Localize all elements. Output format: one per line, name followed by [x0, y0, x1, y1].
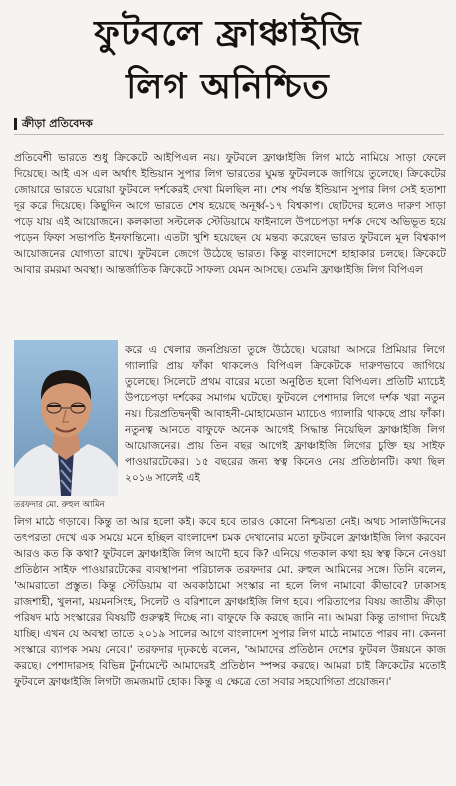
byline-row: [14, 116, 444, 132]
headline-line-2: লিগ অনিশ্চিত: [126, 67, 330, 107]
byline-marker: [14, 118, 17, 130]
portrait-photo: [14, 340, 118, 496]
article-paragraph-3: লিগ মাঠে গড়াবে। কিন্তু তা আর হলো কই। কবে হবে তারও কোনো নিশ্চয়তা নেই। অথচ সালাউদ্দিনের তৎপরতা দেখে এক সময়ে মনে হচ্ছিল বাংলাদেশ চমক দেখানোর মতো ফুটবলে ফ্রাঞ্চাইজি লিগ করবেন আরও কত কি কথা? ফুটবলে ফ্রাঞ্চাইজি লিগ আদৌ হবে কি? এনিয়ে গতকাল কথা হয় স্বত্ব কিনে নেওয়া প্রতিষ্ঠান সাইফ পাওয়ারটেকের ব্যবস্থাপনা পরিচালক তরফদার মো. রুহুল আমিনের সঙ্গে। তিনি বলেন, 'আমরাতো প্রস্তুত। কিন্তু স্টেডিয়াম বা অবকাঠামো সংস্কার না হলে লিগ নামাবো কীভাবে? ঢাকাসহ রাজশাহী, খুলনা, ময়মনসিংহ, সিলেট ও বরিশালে ফ্রাঞ্চাইজি লিগ হবে। পরিতাপের বিষয় জাতীয় ক্রীড়া পরিষদ মাঠ সংস্কারের বিষয়টি গুরুত্বই দিচ্ছে না। বাফুফে কি করছে জানি না। আমরা কিন্তু তাগাদা দিয়েই যাচ্ছি। এখন যে অবস্থা তাতে ২০১৯ সালের আগে বাংলাদেশ সুপার লিগ মাঠে নামাতে পারব না। কেননা সংস্কারে ব্যাপক সময় নেবে।' তরফদার দৃঢ়কণ্ঠে বলেন, 'আমাদের প্রতিষ্ঠান দেশের ফুটবল উন্নয়নে কাজ করছে। পেশাদারসহ বিভিন্ন টুর্নামেন্টে আমাদেরই প্রতিষ্ঠান স্পন্সর করছে। আমরা চাই ক্রিকেটের মতোই ফুটবলে ফ্রাঞ্চাইজি লিগটা জমজমাট হোক। কিন্তু এ ক্ষেত্রে তো সবার সহযোগিতা প্রয়োজন।': [14, 516, 446, 688]
article-paragraph-1: প্রতিবেশী ভারতে শুধু ক্রিকেটে আইপিএল নয়। ফুটবলে ফ্রাঞ্চাইজি লিগ মাঠে নামিয়ে সাড়া ফেলে দিয়েছে। আই এস এল অর্থাৎ ইন্ডিয়ান সুপার লিগ ভারতের ঘুমন্ত ফুটবলকে জাগিয়ে তুলেছে। ক্রিকেটের জোয়ারে ভারতে ঘরোয়া ফুটবলে দর্শকেরই দেখা মিলছিল না। শেষ পর্যন্ত ইন্ডিয়ান সুপার লিগ সেই হতাশা দূর করে দিয়েছে। কিছুদিন আগে ভারতে শেষ হয়েছে অনূর্ধ্ব-১৭ বিশ্বকাপ। ছোটদের হলেও দারুণ সাড়া পড়ে যায় এই আয়োজনে। কলকাতা সল্টলেক স্টেডিয়ামে ফাইনালে উপচেপড়া দর্শক দেখে অভিভূত হয়ে পড়েন ফিফা সভাপতি ইনফান্তিনো। এতটা খুশি হয়েছেন যে মন্তব্য করেছেন ভারত ফুটবলে মূল বিশ্বকাপ আয়োজনের যোগ্যতা রাখে। ফুটবলে জেগে উঠেছে ভারত। কিন্তু বাংলাদেশে হাহাকার চলছে। ক্রিকেটে আবার রমরমা অবস্থা। আন্তর্জাতিক ক্রিকেটে সাফল্য যেমন আসছে। তেমনি ফ্রাঞ্চাইজি লিগ বিপিএল: [14, 152, 446, 276]
photo-caption: তরফদার মো. রুহুল আমিন: [14, 500, 105, 510]
article-paragraph-2: করে এ খেলার জনপ্রিয়তা তুঙ্গে উঠেছে। ঘরোয়া আসরে প্রিমিয়ার লিগে গ্যালারি প্রায় ফাঁকা থাকলেও বিপিএল ক্রিকেটকে দারুণভাবে জাগিয়ে তুলেছে। সিলেটে প্রথম বারের মতো অনুষ্ঠিত হলো বিপিএল। প্রতিটি ম্যাচেই উপচেপড়া দর্শকের সমাগম ঘটেছে। ফুটবলে পেশাদার লিগে দর্শক খরা নতুন নয়। চিরপ্রতিদ্বন্দ্বী আবাহনী-মোহামেডান ম্যাচেও গ্যালারি থাকছে প্রায় ফাঁকা। নতুনত্ব আনতে বাফুফে অনেক আগেই সিদ্ধান্ত নিয়েছিল ফ্রাঞ্চাইজি লিগ আয়োজনের। প্রায় তিন বছর আগেই ফ্রাঞ্চাইজি লিগের চুক্তি হয় সাইফ পাওয়ারটেকের। ১৫ বছরের জন্য স্বত্ব কিনেও নেয় প্রতিষ্ঠানটি। কথা ছিল ২০১৬ সালেই এই: [125, 344, 445, 484]
headline-line-1: ফুটবলে ফ্রাঞ্চাইজি: [94, 14, 362, 54]
byline-divider: [14, 134, 444, 135]
byline: ক্রীড়া প্রতিবেদক: [22, 117, 93, 130]
portrait-image: [14, 340, 118, 496]
